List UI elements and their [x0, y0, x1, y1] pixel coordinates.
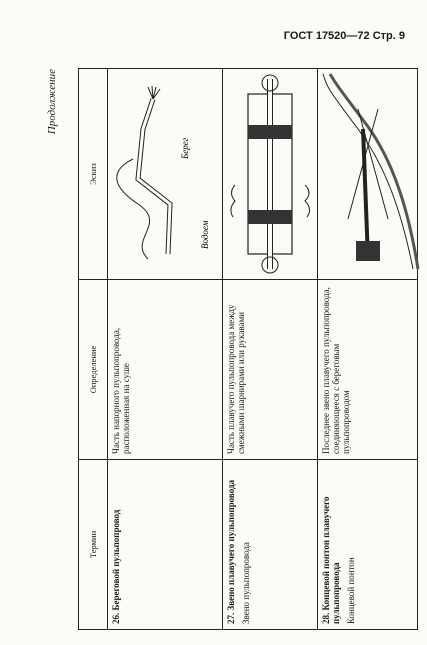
sketch-cell: [108, 69, 223, 280]
term-title: 28. Концевой понтон плавучего пульпопровода: [321, 496, 341, 624]
term-cell: [318, 460, 418, 630]
shore-hatching: [330, 74, 418, 269]
continuation-label: Продолжение: [46, 69, 58, 135]
table-row: [108, 69, 223, 630]
sketch-cell: [223, 69, 318, 280]
table-header-row: [79, 69, 108, 630]
column-header-term: Термин: [79, 460, 108, 630]
shoreline-line: [117, 159, 150, 259]
terms-table: [78, 68, 418, 630]
term-short: Концевой понтон: [346, 557, 356, 624]
definition-cell: [318, 280, 418, 460]
term-cell: [223, 460, 318, 630]
definition-cell: [108, 280, 223, 460]
term-cell: [108, 460, 223, 630]
pontoon-band-1: [248, 210, 292, 224]
rotated-table-page: [46, 69, 418, 630]
definition-text: Часть напорного пульпопровода, расположенная на суше: [111, 327, 131, 454]
definition-text: Часть плавучего пульпопровода между смежными шарнирами или рукавами: [226, 304, 246, 454]
pipeline-link-sketch: [223, 68, 318, 279]
sketch-label-shore: Берег: [180, 137, 190, 159]
end-pontoon-sketch: [318, 68, 426, 279]
column-header-definition: Определение: [79, 280, 108, 460]
pipeline-outer: [138, 99, 170, 254]
pipeline-outlet: [148, 86, 160, 99]
pontoon-band-2: [248, 125, 292, 139]
page-header: ГОСТ 17520—72 Стр. 9: [283, 30, 405, 42]
term-title: 26. Береговой пульпопровод: [111, 509, 121, 624]
term-title: 27. Звено плавучего пульпопровода: [226, 479, 236, 624]
pontoon-end: [356, 241, 380, 261]
definition-cell: [223, 280, 318, 460]
term-short: Звено пульпопровода: [241, 542, 251, 624]
table-row: [318, 69, 418, 630]
definition-text: Последнее звено плавучего пульпопровода, соединяющееся с береговым пульпопроводом: [321, 287, 351, 454]
table-row: [223, 69, 318, 630]
column-header-sketch: Эскиз: [79, 69, 108, 280]
shore-pipeline-sketch: [108, 68, 223, 279]
sketch-cell: [318, 69, 418, 280]
sketch-label-water: Водоем: [200, 220, 210, 249]
